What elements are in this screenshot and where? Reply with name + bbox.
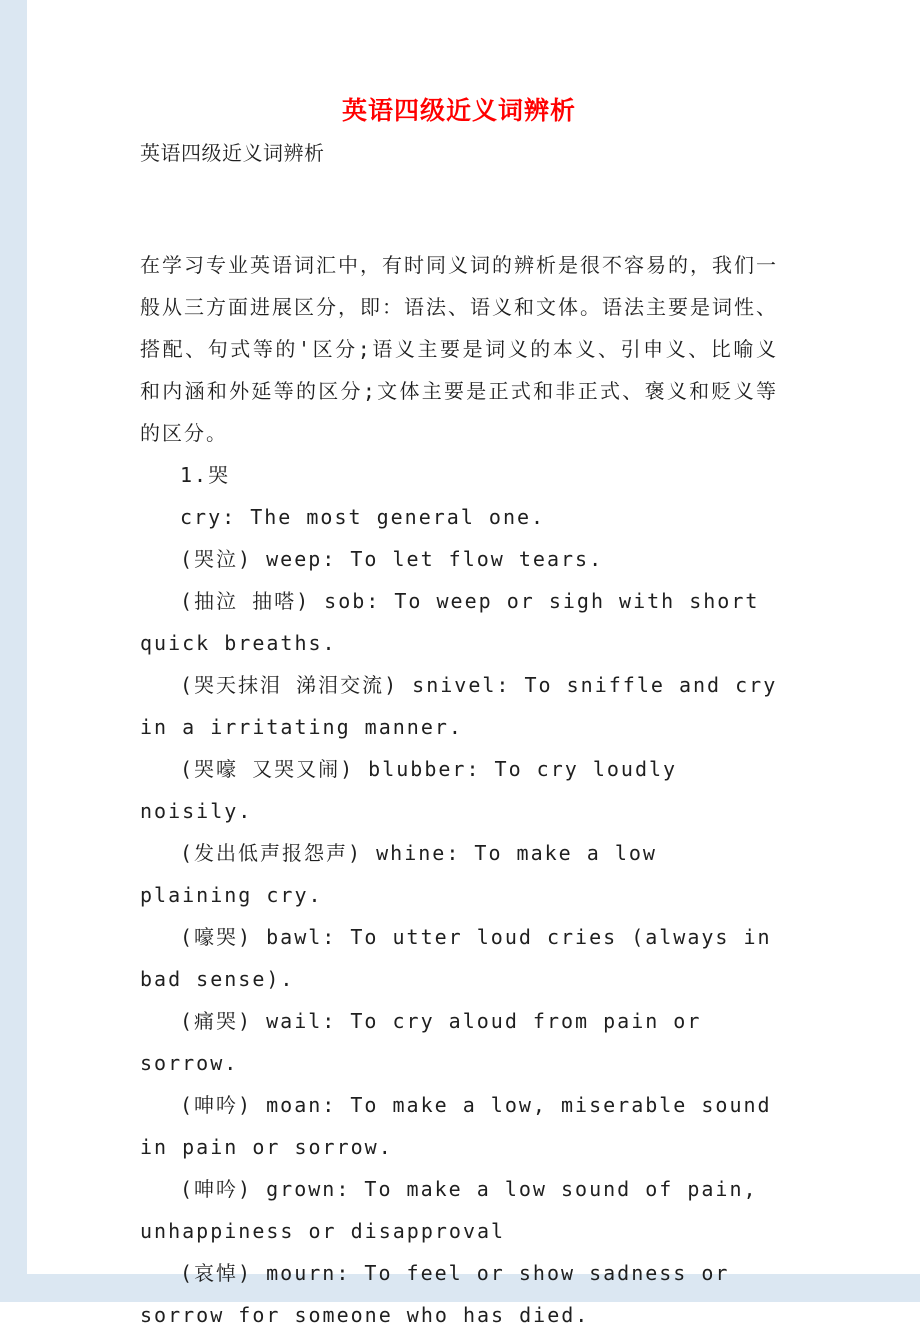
list-item: (呻吟) moan: To make a low, miserable sound in pain or sorrow. bbox=[140, 1093, 772, 1159]
list-item: (哭泣) weep: To let flow tears. bbox=[180, 547, 604, 571]
document-subtitle: 英语四级近义词辨析 bbox=[140, 141, 325, 165]
intro-paragraph: 在学习专业英语词汇中，有时同义词的辨析是很不容易的，我们一般从三方面进展区分，即：语法、语义和文体。语法主要是词性、搭配、句式等的'区分;语义主要是词义的本义、引申义、比喻义和内涵和外延等的区分;文体主要是正式和非正式、褒义和贬义等的区分。 bbox=[140, 253, 778, 445]
list-item-heading: 1.哭 bbox=[180, 463, 231, 487]
list-item: (发出低声报怨声) whine: To make a low plaining cry. bbox=[140, 841, 657, 907]
list-item: (哀悼) mourn: To feel or show sadness or sorrow for someone who has died. bbox=[140, 1261, 730, 1327]
page-edge-left bbox=[0, 0, 27, 1302]
document-title: 英语四级近义词辨析 bbox=[341, 96, 576, 125]
list-item: (哭嚎 又哭又闹) blubber: To cry loudly noisily. bbox=[140, 757, 678, 823]
list-item: (哭天抹泪 涕泪交流) snivel: To sniffle and cry in a irritating manner. bbox=[140, 673, 778, 739]
list-item: (嚎哭) bawl: To utter loud cries (always in bad sense). bbox=[140, 925, 772, 991]
list-item: (痛哭) wail: To cry aloud from pain or sorrow. bbox=[140, 1009, 702, 1075]
list-item: (呻吟) grown: To make a low sound of pain, unhappiness or disapproval bbox=[140, 1177, 758, 1243]
list-item: cry: The most general one. bbox=[180, 505, 546, 529]
document-page bbox=[140, 90, 778, 1336]
list-item: (抽泣 抽嗒) sob: To weep or sigh with short quick breaths. bbox=[140, 589, 760, 655]
